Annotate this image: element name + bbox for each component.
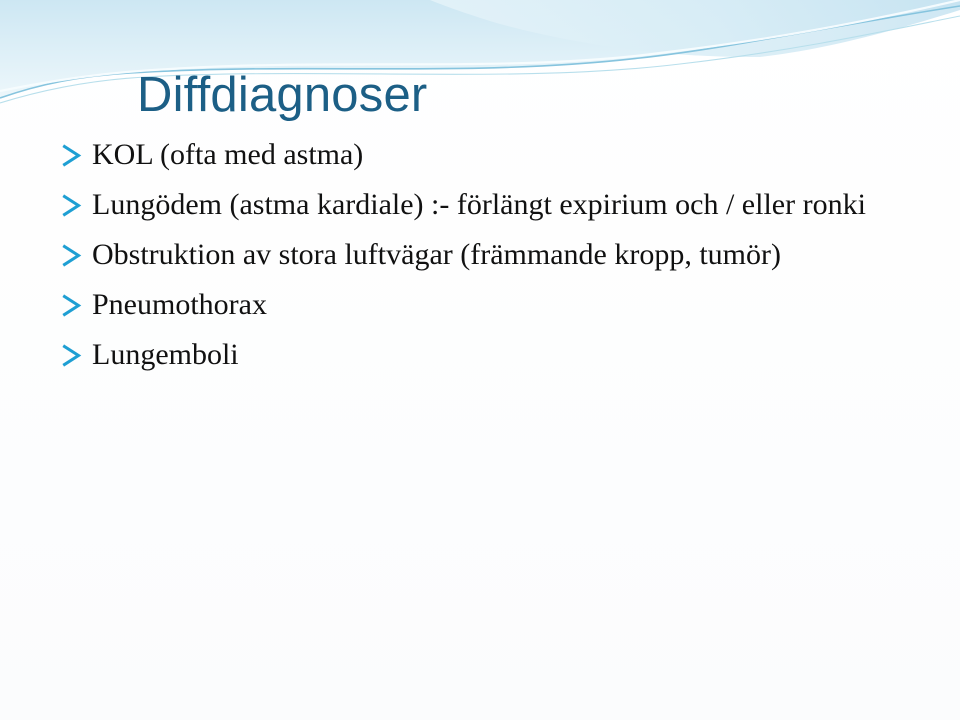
arrowhead-bullet-icon <box>62 344 83 367</box>
bullet-item-lungodem <box>62 183 912 227</box>
arrowhead-bullet-icon <box>62 244 83 267</box>
slide-title: Diffdiagnoser <box>137 68 428 122</box>
bullet-item-kol <box>62 133 912 177</box>
arrowhead-bullet-icon <box>62 194 83 217</box>
bullet-list <box>62 133 912 383</box>
bullet-text: Lungödem (astma kardiale) :- förlängt expirium och / eller ronki <box>92 188 866 221</box>
bullet-text: Obstruktion av stora luftvägar (främmande kropp, tumör) <box>92 238 781 271</box>
bullet-text: KOL (ofta med astma) <box>92 138 364 171</box>
bullet-item-lungemboli <box>62 333 912 377</box>
bullet-text: Lungemboli <box>92 338 239 371</box>
arrowhead-bullet-icon <box>62 294 83 317</box>
bullet-text: Pneumothorax <box>92 288 267 321</box>
bullet-item-pneumothorax <box>62 283 912 327</box>
bullet-item-obstruktion <box>62 233 912 277</box>
arrowhead-bullet-icon <box>62 144 83 167</box>
